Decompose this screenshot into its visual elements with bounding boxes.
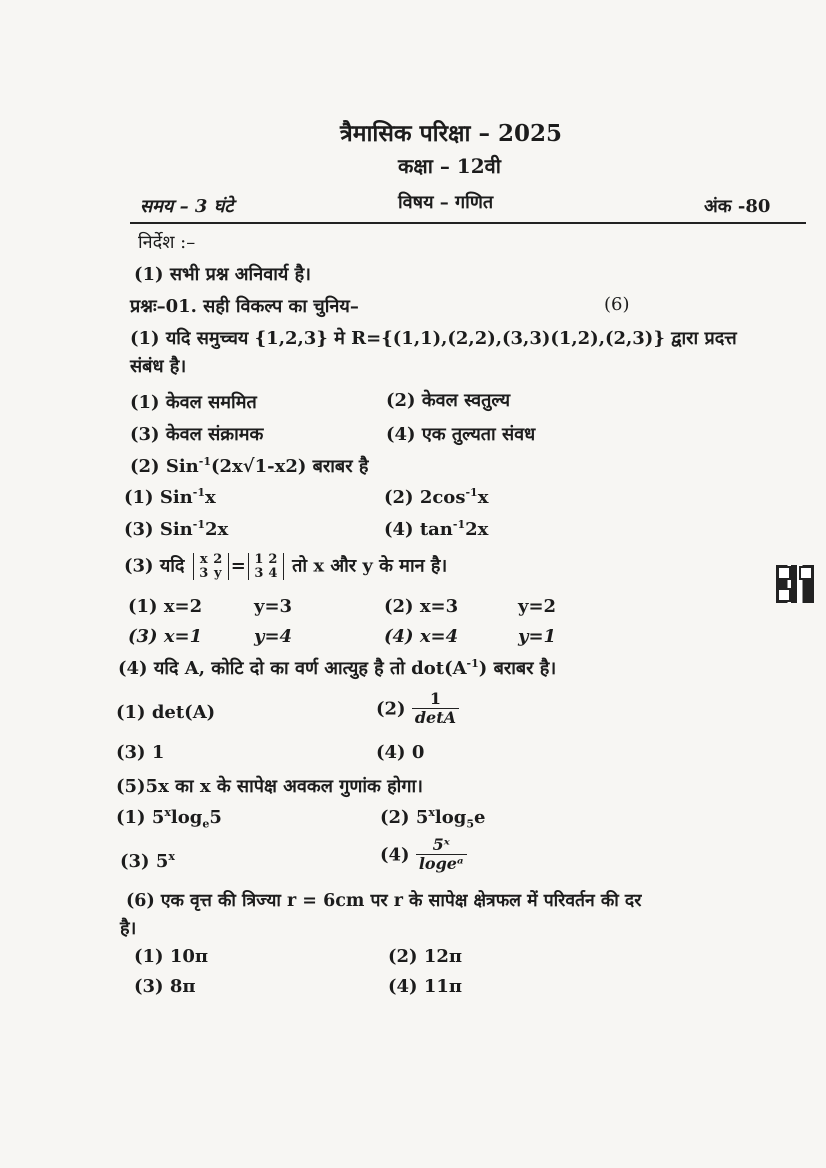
s4-option-2: (2) $\frac{1}{\det A}$ — [376, 690, 459, 728]
s1-option-3: (3) केवल संक्रामक — [130, 424, 264, 445]
s5-question: (5)5x का x के सापेक्ष अवकल गुणांक होगा। — [116, 776, 423, 797]
fraction: $\frac{\text{5ˣ}}{\text{logeᵃ}}$ — [416, 836, 467, 874]
matrix-right: 1 2 3 4 — [248, 553, 284, 580]
header-divider — [130, 222, 806, 224]
s4-option-1: (1) det(A) — [116, 702, 216, 723]
s1-option-4: (4) एक तुल्यता संवध — [386, 424, 536, 445]
s5-option-2: (2) $5^x\log_5e$ — [380, 806, 486, 831]
s4-option-4: (4) 0 — [376, 742, 425, 763]
s3-question: (3) यदि x 2 3 y = 1 2 3 4 तो x और y के मान है। — [124, 552, 448, 581]
s3-option-3: (3) x=1 — [128, 626, 203, 647]
fraction: $\frac{1}{\det A}$ — [412, 690, 459, 728]
s5-option-3: (3) 5$^x$ — [120, 850, 175, 872]
s3-option-4: (4) x=4 — [384, 626, 459, 647]
s2-option-3: (3) Sin$^{-1}$2x — [124, 518, 229, 540]
s6-option-1: (1) 10π — [134, 946, 209, 967]
s5-option-4: (4) $\frac{\text{5ˣ}}{\text{logeᵃ}}$ — [380, 836, 467, 874]
s3-option-2: (2) x=3 — [384, 596, 459, 617]
s2-option-2: (2) $2\cos^{-1}x$ — [384, 486, 489, 508]
marks-label: अंक -80 — [704, 196, 771, 217]
s4-option-3: (3) 1 — [116, 742, 165, 763]
subject-label: विषय – गणित — [398, 192, 494, 213]
exam-title: त्रैमासिक परिक्षा – 2025 — [340, 120, 562, 147]
s6-option-3: (3) 8π — [134, 976, 196, 997]
class-label: कक्षा – 12वी — [398, 154, 501, 178]
s6-question-line1: (6) एक वृत्त की त्रिज्या r = 6cm पर r के सापेक्ष क्षेत्रफल में परिवर्तन की दर — [126, 891, 642, 911]
s6-question-line2: है। — [120, 918, 137, 939]
s3-option-1: (1) x=2 — [128, 596, 203, 617]
s6-option-4: (4) 11π — [388, 976, 463, 997]
question-marks: (6) — [604, 294, 630, 315]
s2-option-1: (1) Sin$^{-1}$x — [124, 486, 216, 508]
s3-option-3-y: y=4 — [254, 626, 293, 647]
question-heading: प्रश्नः–01. सही विकल्प का चुनिय– — [130, 296, 359, 317]
s1-option-1: (1) केवल सममित — [130, 392, 257, 413]
s5-option-1: (1) $5^x\log_e5$ — [116, 806, 222, 831]
s1-question-line2: संबंध है। — [130, 356, 187, 377]
s6-option-2: (2) 12π — [388, 946, 463, 967]
s2-option-4: (4) $\tan^{-1}2x$ — [384, 518, 489, 540]
instructions-heading: निर्देश :– — [138, 232, 196, 253]
s3-option-2-y: y=2 — [518, 596, 557, 617]
s4-question: (4) यदि A, कोटि दो का वर्ण आत्युह है तो $dot(A^{-1})$ बराबर है। — [118, 657, 557, 679]
s3-option-1-y: y=3 — [254, 596, 293, 617]
instruction-line: (1) सभी प्रश्न अनिवार्य है। — [134, 264, 311, 285]
time-label: समय – 3 घंटे — [140, 196, 234, 217]
s1-option-2: (2) केवल स्वतुल्य — [386, 390, 511, 411]
s2-question: (2) Sin$^{-1}$(2x√1-x2) बराबर है — [130, 455, 369, 477]
s3-option-4-y: y=1 — [518, 626, 557, 647]
s1-question-line1: (1) यदि समुच्चय {1,2,3} मे R={(1,1),(2,2),(3,3)(1,2),(2,3)} द्वारा प्रदत्त — [130, 328, 737, 349]
qr-code-icon — [776, 565, 814, 603]
matrix-left: x 2 3 y — [193, 553, 229, 580]
